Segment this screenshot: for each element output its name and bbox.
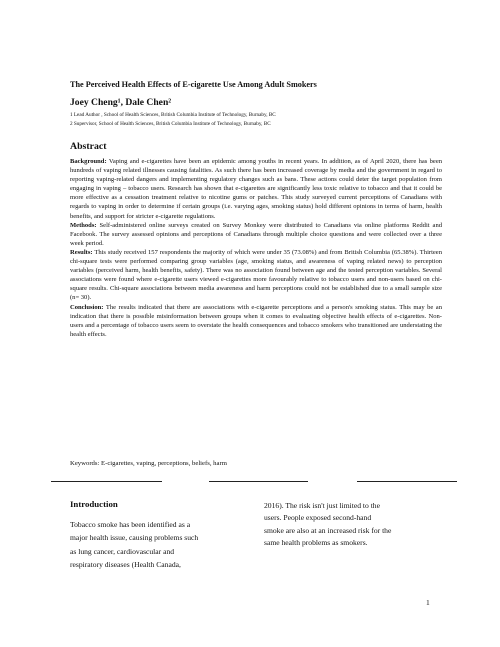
text-line: 2016). The risk isn't just limited to the bbox=[264, 501, 380, 510]
text-line: smoke are also at an increased risk for the bbox=[264, 525, 392, 535]
affiliation-2: 2 Supervisor, School of Health Sciences, British Columbia Institute of Technology, Burnaby, BC bbox=[70, 121, 271, 127]
methods-text: Self-administered online surveys created on Survey Monkey were distributed to Canadians via online platforms Reddit and Facebook. The survey assessed opinions and perceptions of Canadians through multiple choice questions and were collected over a three week period. bbox=[70, 221, 442, 247]
results-label: Results: bbox=[70, 248, 93, 256]
author-list: Joey Cheng¹, Dale Chen² bbox=[70, 97, 172, 108]
page-number: 1 bbox=[426, 598, 430, 607]
methods-label: Methods: bbox=[70, 221, 97, 229]
text-line: as lung cancer, cardiovascular and bbox=[70, 546, 175, 556]
introduction-column-2 bbox=[264, 500, 444, 550]
paper-title: The Perceived Health Effects of E-cigarette Use Among Adult Smokers bbox=[70, 80, 317, 89]
text-line: same health problems as smokers. bbox=[264, 538, 368, 548]
text-line: major health issue, causing problems such bbox=[70, 533, 199, 543]
abstract-background bbox=[70, 157, 442, 221]
introduction-column-1 bbox=[70, 518, 230, 572]
text-line: respiratory diseases (Health Canada, bbox=[70, 560, 181, 570]
background-text: Vaping and e-cigarettes have been an epidemic among youths in recent years. In addition, as of April 2020, there has been hundreds of vaping related illnesses causing fatalities. As such there has been increased coverage by media and the government in regard to reporting vaping-related dangers and implementing regulatory changes such as bans. These actions could deter the target population from engaging in vaping – tobacco users. Research has shown that e-cigarettes are significantly less toxic relative to tobacco and that it could be more effective as a cessation treatment relative to nicotine gums or patches. This study surveyed current perceptions of Canadians with regards to vaping in order to determine if certain groups (i.e. varying ages, smoking status) hold different opinions in terms of harm, health benefits, and support for stricter e-cigarette regulations. bbox=[70, 158, 442, 220]
abstract-methods bbox=[70, 221, 442, 248]
section-divider-right bbox=[357, 481, 457, 482]
results-text: This study received 157 respondents the majority of which were under 35 (73.08%) and from British Columbia (65.38%). Thirteen chi-square tests were performed comparing group variables (age, smoking status, and awareness of vaping related news) to perception variables (perceived harm, health benefits, safety). There was no association found between age and the tested perception variables. Several associations were found where e-cigarette users viewed e-cigarettes more favourably relative to tobacco users and non-users based on chi-square results. Chi-square associations between media awareness and harm perceptions could not be established due to a small sample size (n= 30). bbox=[70, 248, 442, 302]
abstract-body bbox=[70, 157, 442, 339]
affiliation-1: 1 Lead Author , School of Health Sciences, British Columbia Institute of Technology, Burnaby, BC bbox=[70, 112, 276, 118]
text-line: Tobacco smoke has been identified as a bbox=[70, 520, 191, 529]
abstract-conclusion bbox=[70, 303, 442, 339]
abstract-results bbox=[70, 248, 442, 303]
conclusion-label: Conclusion: bbox=[70, 303, 104, 311]
conclusion-text: The results indicated that there are associations with e-cigarette perceptions and a person's smoking status. This may be an indication that there is possible misinformation between groups when it comes to evaluating objective health effects of e-cigarettes. Non-users and a percentage of tobacco users seem to overstate the health consequences and tobacco smokers who transitioned are understating the health effects. bbox=[70, 303, 442, 338]
section-divider-left bbox=[51, 481, 162, 482]
introduction-heading: Introduction bbox=[70, 499, 118, 509]
background-label: Background: bbox=[70, 158, 107, 165]
keywords-line: Keywords: E-cigarettes, vaping, perceptions, beliefs, harm bbox=[70, 460, 227, 467]
abstract-heading: Abstract bbox=[70, 141, 107, 152]
section-divider-center bbox=[209, 481, 308, 482]
text-line: users. People exposed second-hand bbox=[264, 513, 372, 523]
